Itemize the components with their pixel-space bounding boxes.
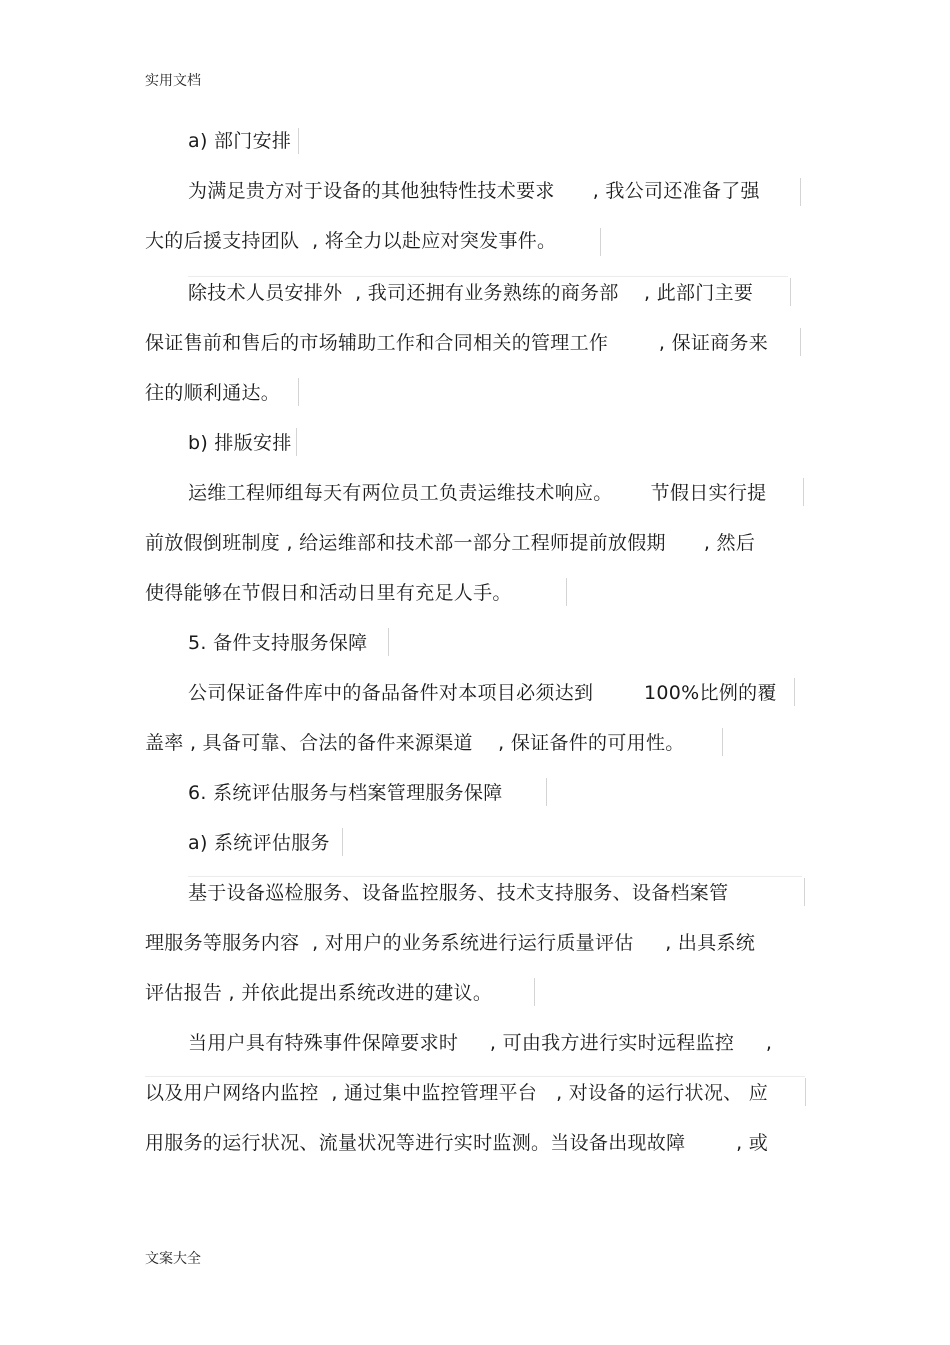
paragraph-line: 用服务的运行状况、流量状况等进行实时监测。当设备出现故障 , 或	[145, 1132, 769, 1154]
text-underline	[188, 276, 788, 277]
paragraph-line: 使得能够在节假日和活动日里有充足人手。	[145, 582, 512, 604]
paragraph-line: 理服务等服务内容 , 对用户的业务系统进行运行质量评估 , 出具系统	[145, 932, 756, 954]
text-cursor-bar	[342, 828, 343, 856]
text-cursor-bar	[546, 778, 547, 806]
paragraph-line: 大的后援支持团队 , 将全力以赴应对突发事件。	[145, 230, 557, 252]
paragraph-line: 除技术人员安排外 , 我司还拥有业务熟练的商务部 , 此部门主要	[188, 282, 754, 304]
text-cursor-bar	[298, 128, 299, 154]
paragraph-line: 运维工程师组每天有两位员工负责运维技术响应。 节假日实行提	[188, 482, 767, 504]
text-cursor-bar	[722, 728, 723, 756]
page-header: 实用文档	[145, 73, 201, 89]
text-cursor-bar	[800, 178, 801, 206]
text-underline	[145, 1076, 805, 1077]
paragraph-line: 往的顺利通达。	[145, 382, 281, 404]
heading-shift-arrangement: b) 排版安排	[188, 432, 292, 454]
text-cursor-bar	[534, 978, 535, 1006]
text-cursor-bar	[298, 378, 299, 406]
heading-system-evaluation: 6. 系统评估服务与档案管理服务保障	[188, 782, 503, 804]
text-cursor-bar	[794, 678, 795, 706]
paragraph-line: 为满足贵方对于设备的其他独特性技术要求 , 我公司还准备了强	[188, 180, 760, 202]
heading-spare-parts: 5. 备件支持服务保障	[188, 632, 368, 654]
text-cursor-bar	[600, 228, 601, 256]
text-cursor-bar	[566, 578, 567, 606]
heading-dept-arrangement: a) 部门安排	[188, 130, 292, 152]
paragraph-line: 盖率 , 具备可靠、合法的备件来源渠道 , 保证备件的可用性。	[145, 732, 685, 754]
page-footer: 文案大全	[145, 1251, 201, 1267]
text-cursor-bar	[804, 878, 805, 906]
text-cursor-bar	[790, 278, 791, 306]
text-cursor-bar	[805, 1078, 806, 1106]
paragraph-line: 以及用户网络内监控 , 通过集中监控管理平台 , 对设备的运行状况、 应	[145, 1082, 769, 1104]
paragraph-line: 前放假倒班制度 , 给运维部和技术部一部分工程师提前放假期 , 然后	[145, 532, 756, 554]
text-cursor-bar	[296, 428, 297, 456]
text-underline	[188, 876, 802, 877]
heading-evaluation-service: a) 系统评估服务	[188, 832, 330, 854]
paragraph-line: 当用户具有特殊事件保障要求时 , 可由我方进行实时远程监控 ,	[188, 1032, 773, 1054]
paragraph-line: 基于设备巡检服务、设备监控服务、技术支持服务、设备档案管	[188, 882, 729, 904]
paragraph-line: 公司保证备件库中的备品备件对本项目必须达到 100%比例的覆	[188, 682, 777, 704]
text-cursor-bar	[388, 628, 389, 656]
text-cursor-bar	[800, 328, 801, 356]
text-cursor-bar	[803, 478, 804, 506]
paragraph-line: 评估报告 , 并依此提出系统改进的建议。	[145, 982, 493, 1004]
paragraph-line: 保证售前和售后的市场辅助工作和合同相关的管理工作 , 保证商务来	[145, 332, 769, 354]
